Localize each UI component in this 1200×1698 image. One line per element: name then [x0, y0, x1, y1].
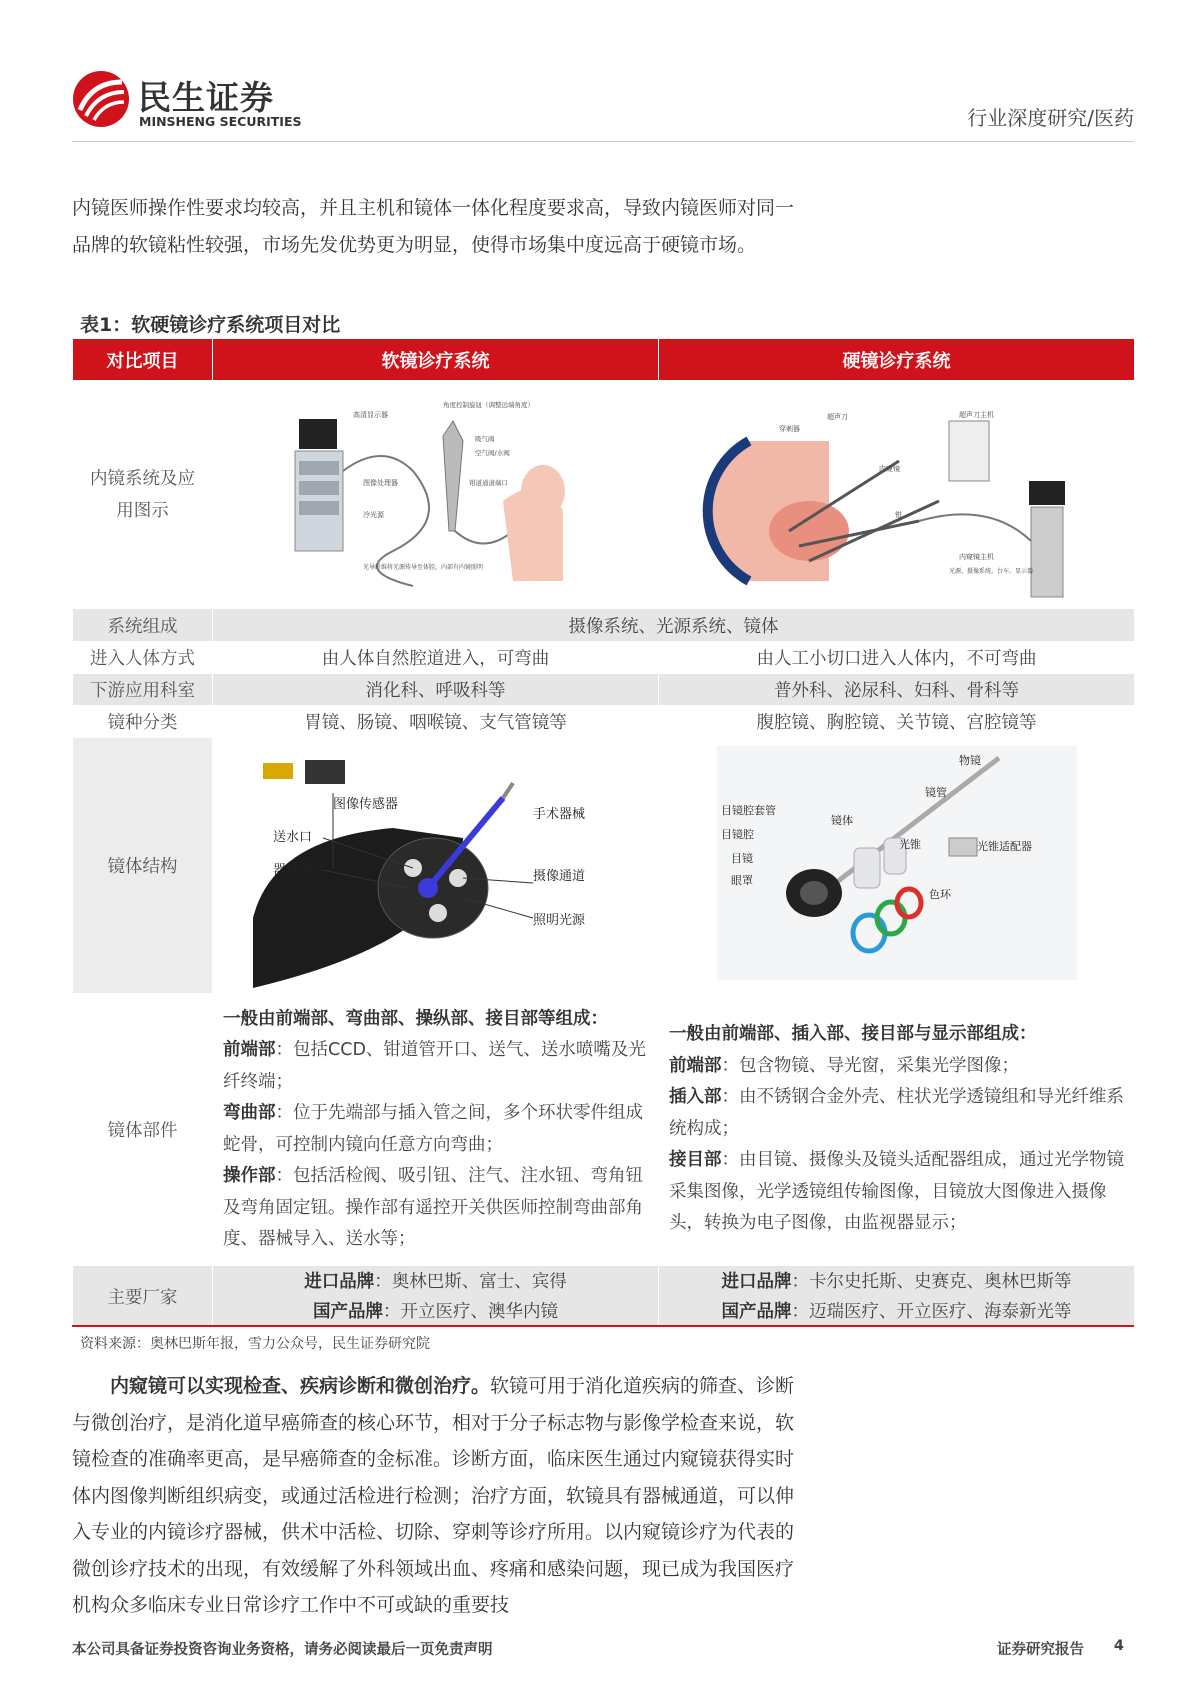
- soft-diagram-label: 钳道通道端口: [469, 479, 508, 487]
- hard-diagram-label: 内窥镜: [879, 465, 900, 473]
- soft-structure-label: 送水口: [273, 830, 313, 845]
- report-category: 行业深度研究/医药: [967, 106, 1134, 130]
- header-hard: 硬镜诊疗系统: [659, 339, 1135, 381]
- soft-structure-label: 照明光源: [533, 913, 586, 928]
- soft-structure-label: 图像传感器: [333, 797, 399, 812]
- parts-value: ：包括活检阀、吸引钮、注气、注水钮、弯角钮及弯角固定钮。操作部有遥控开关供医师控制弯曲部角度、器械导入、送水等；: [223, 1166, 643, 1249]
- header-item: 对比项目: [73, 339, 213, 381]
- row-label: 镜种分类: [73, 706, 213, 738]
- row-dept: [73, 674, 1135, 706]
- parts-hard: [659, 994, 1135, 1266]
- hard-structure-label: 镜管: [925, 786, 947, 799]
- hard-structure-label: 目镜腔套管: [721, 804, 776, 817]
- entry-hard: 由人工小切口进入人体内，不可弯曲: [659, 642, 1135, 674]
- hard-structure-label: 光锥适配器: [977, 840, 1032, 853]
- vendor-value: ：奥林巴斯、富士、宾得: [374, 1271, 567, 1292]
- parts-value: ：由目镜、摄像头及镜头适配器组成，通过光学物镜采集图像，光学透镜组传输图像，目镜放大图像进入摄像头，转换为电子图像，由监视器显示；: [669, 1150, 1124, 1234]
- row-label: 下游应用科室: [73, 674, 213, 706]
- hard-structure-label: 光锥: [899, 838, 921, 851]
- soft-diagram-label: 空气阀/水阀: [475, 449, 510, 457]
- vendor-key: 进口品牌: [721, 1271, 792, 1292]
- types-soft: 胃镜、肠镜、咽喉镜、支气管镜等: [213, 706, 659, 738]
- hard-diagram-label: 钳: [895, 511, 902, 519]
- table-header-row: [73, 339, 1135, 381]
- hard-structure-label: 镜体: [831, 814, 853, 827]
- row-entry: [73, 642, 1135, 674]
- footer-disclaimer: 本公司具备证券投资咨询业务资格，请务必阅读最后一页免责声明: [72, 1642, 493, 1658]
- soft-diagram-label: 冷光源: [363, 511, 384, 519]
- parts-hard-intro: 一般由前端部、插入部、接目部与显示部组成：: [669, 1024, 1037, 1045]
- hard-diagram-label: 光源、摄像系统、台车、显示器: [949, 568, 1034, 575]
- hard-structure-label: 目镜腔: [721, 828, 754, 841]
- hard-diagram-label: 超声刀主机: [959, 411, 994, 419]
- row-label: 镜体部件: [73, 994, 213, 1266]
- soft-system-diagram: [213, 381, 659, 609]
- row-vendors: [73, 1266, 1135, 1328]
- entry-soft: 由人体自然腔道进入，可弯曲: [213, 642, 659, 674]
- soft-structure-illustration: [213, 738, 659, 988]
- row-types: [73, 706, 1135, 738]
- parts-value: ：由不锈钢合金外壳、柱状光学透镜组和导光纤维系统构成；: [669, 1087, 1124, 1139]
- parts-value: ：位于先端部与插入管之间，多个环状零件组成蛇骨，可控制内镜向任意方向弯曲；: [223, 1103, 643, 1155]
- page-footer: [72, 1638, 1134, 1659]
- row-label: 系统组成: [73, 609, 213, 642]
- row-label: 镜体结构: [73, 738, 213, 994]
- parts-key: 操作部: [223, 1166, 276, 1186]
- vendors-hard: [659, 1266, 1135, 1328]
- vendor-value: ：卡尔史托斯、史赛克、奥林巴斯等: [791, 1271, 1072, 1292]
- comparison-table: [72, 338, 1135, 1328]
- logo: [72, 70, 372, 130]
- hard-structure-label: 色环: [929, 888, 951, 901]
- parts-key: 弯曲部: [223, 1103, 276, 1123]
- hard-structure-image: [659, 738, 1135, 994]
- parts-key: 插入部: [669, 1087, 722, 1108]
- soft-diagram-label: 光导纤维将光源传导至体腔，内部有内镜照明: [363, 564, 484, 571]
- vendor-value: ：开立医疗、澳华内镜: [383, 1301, 558, 1322]
- vendor-key: 国产品牌: [721, 1301, 792, 1322]
- vendor-key: 国产品牌: [313, 1301, 383, 1322]
- hard-structure-label: 目镜: [731, 852, 753, 865]
- soft-structure-image: [213, 738, 659, 994]
- hard-system-illustration: [659, 381, 1135, 603]
- body-text: 软镜可用于消化道疾病的筛查、诊断与微创治疗，是消化道早癌筛查的核心环节，相对于分子标志物与影像学检查来说，软镜检查的准确率更高，是早癌筛查的金标准。诊断方面，临床医生通过内窥镜获得实时体内图像判断组织病变，或通过活检进行检测；治疗方面，软镜具有器械通道，可以伸入专业的内镜诊疗器械，供术中活检、切除、穿刺等诊疗所用。以内窥镜诊疗为代表的微创诊疗技术的出现，有效缓解了外科领域出血、疼痛和感染问题，现已成为我国医疗机构众多临床专业日常诊疗工作中不可或缺的重要技: [72, 1375, 795, 1616]
- vendor-value: ：迈瑞医疗、开立医疗、海泰新光等: [791, 1301, 1072, 1322]
- hard-diagram-label: 内窥镜主机: [959, 553, 994, 561]
- page-header: [72, 62, 1134, 142]
- parts-value: ：包含物镜、导光窗，采集光学图像；: [721, 1055, 1019, 1076]
- soft-diagram-label: 吸气阀: [475, 435, 495, 443]
- vendors-soft: [213, 1266, 659, 1328]
- row-label: 内镜系统及应用图示: [73, 381, 213, 609]
- types-hard: 腹腔镜、胸腔镜、关节镜、宫腔镜等: [659, 706, 1135, 738]
- hard-structure-label: 物镜: [959, 754, 981, 767]
- hard-structure-label: 眼罩: [731, 874, 753, 887]
- parts-key: 前端部: [223, 1040, 276, 1060]
- body-paragraph: [72, 1368, 802, 1624]
- row-structure: [73, 738, 1135, 994]
- vendor-key: 进口品牌: [304, 1271, 375, 1292]
- soft-diagram-label: 图像处理器: [363, 479, 398, 487]
- logo-text-en: MINSHENG SECURITIES: [139, 114, 302, 129]
- row-parts: [73, 994, 1135, 1266]
- source-note: 资料来源：奥林巴斯年报，雪力公众号，民生证券研究院: [80, 1336, 430, 1352]
- parts-key: 前端部: [669, 1055, 722, 1076]
- page-number: 4: [1113, 1638, 1124, 1654]
- table-title: 表1：软硬镜诊疗系统项目对比: [80, 314, 341, 336]
- row-label: 进入人体方式: [73, 642, 213, 674]
- row-composition: [73, 609, 1135, 642]
- soft-diagram-label: 角度控制旋钮（调整远端角度）: [443, 401, 534, 409]
- hard-system-diagram: [659, 381, 1135, 609]
- hard-structure-illustration: [659, 738, 1135, 988]
- dept-soft: 消化科、呼吸科等: [213, 674, 659, 706]
- intro-paragraph: 内镜医师操作性要求均较高，并且主机和镜体一体化程度要求高，导致内镜医师对同一品牌的软镜粘性较强，市场先发优势更为明显，使得市场集中度远高于硬镜市场。: [72, 197, 795, 256]
- soft-diagram-label: 高清显示器: [353, 411, 388, 419]
- soft-system-illustration: [213, 381, 659, 603]
- soft-structure-label: 手术器械: [533, 807, 586, 822]
- soft-structure-label: 器械通道: [273, 863, 326, 878]
- row-label: 主要厂家: [73, 1266, 213, 1328]
- dept-hard: 普外科、泌尿科、妇科、骨科等: [659, 674, 1135, 706]
- composition-value: 摄像系统、光源系统、镜体: [213, 609, 1135, 642]
- logo-text-cn: 民生证券: [138, 78, 274, 117]
- parts-soft-intro: 一般由前端部、弯曲部、操纵部、接目部等组成：: [223, 1008, 608, 1029]
- row-diagram: [73, 381, 1135, 609]
- parts-value: ：包括CCD、钳道管开口、送气、送水喷嘴及光纤终端；: [223, 1040, 646, 1092]
- parts-soft: [213, 994, 659, 1266]
- footer-report-type: 证券研究报告: [997, 1642, 1084, 1658]
- parts-key: 接目部: [669, 1150, 722, 1171]
- header-soft: 软镜诊疗系统: [213, 339, 659, 381]
- table-bottom-rule: [72, 1325, 1134, 1327]
- hard-diagram-label: 超声刀: [827, 413, 848, 421]
- body-lead: 内窥镜可以实现检查、疾病诊断和微创治疗。: [110, 1375, 491, 1397]
- soft-structure-label: 摄像通道: [533, 869, 586, 884]
- hard-diagram-label: 穿刺器: [779, 425, 800, 433]
- logo-icon: [72, 70, 130, 128]
